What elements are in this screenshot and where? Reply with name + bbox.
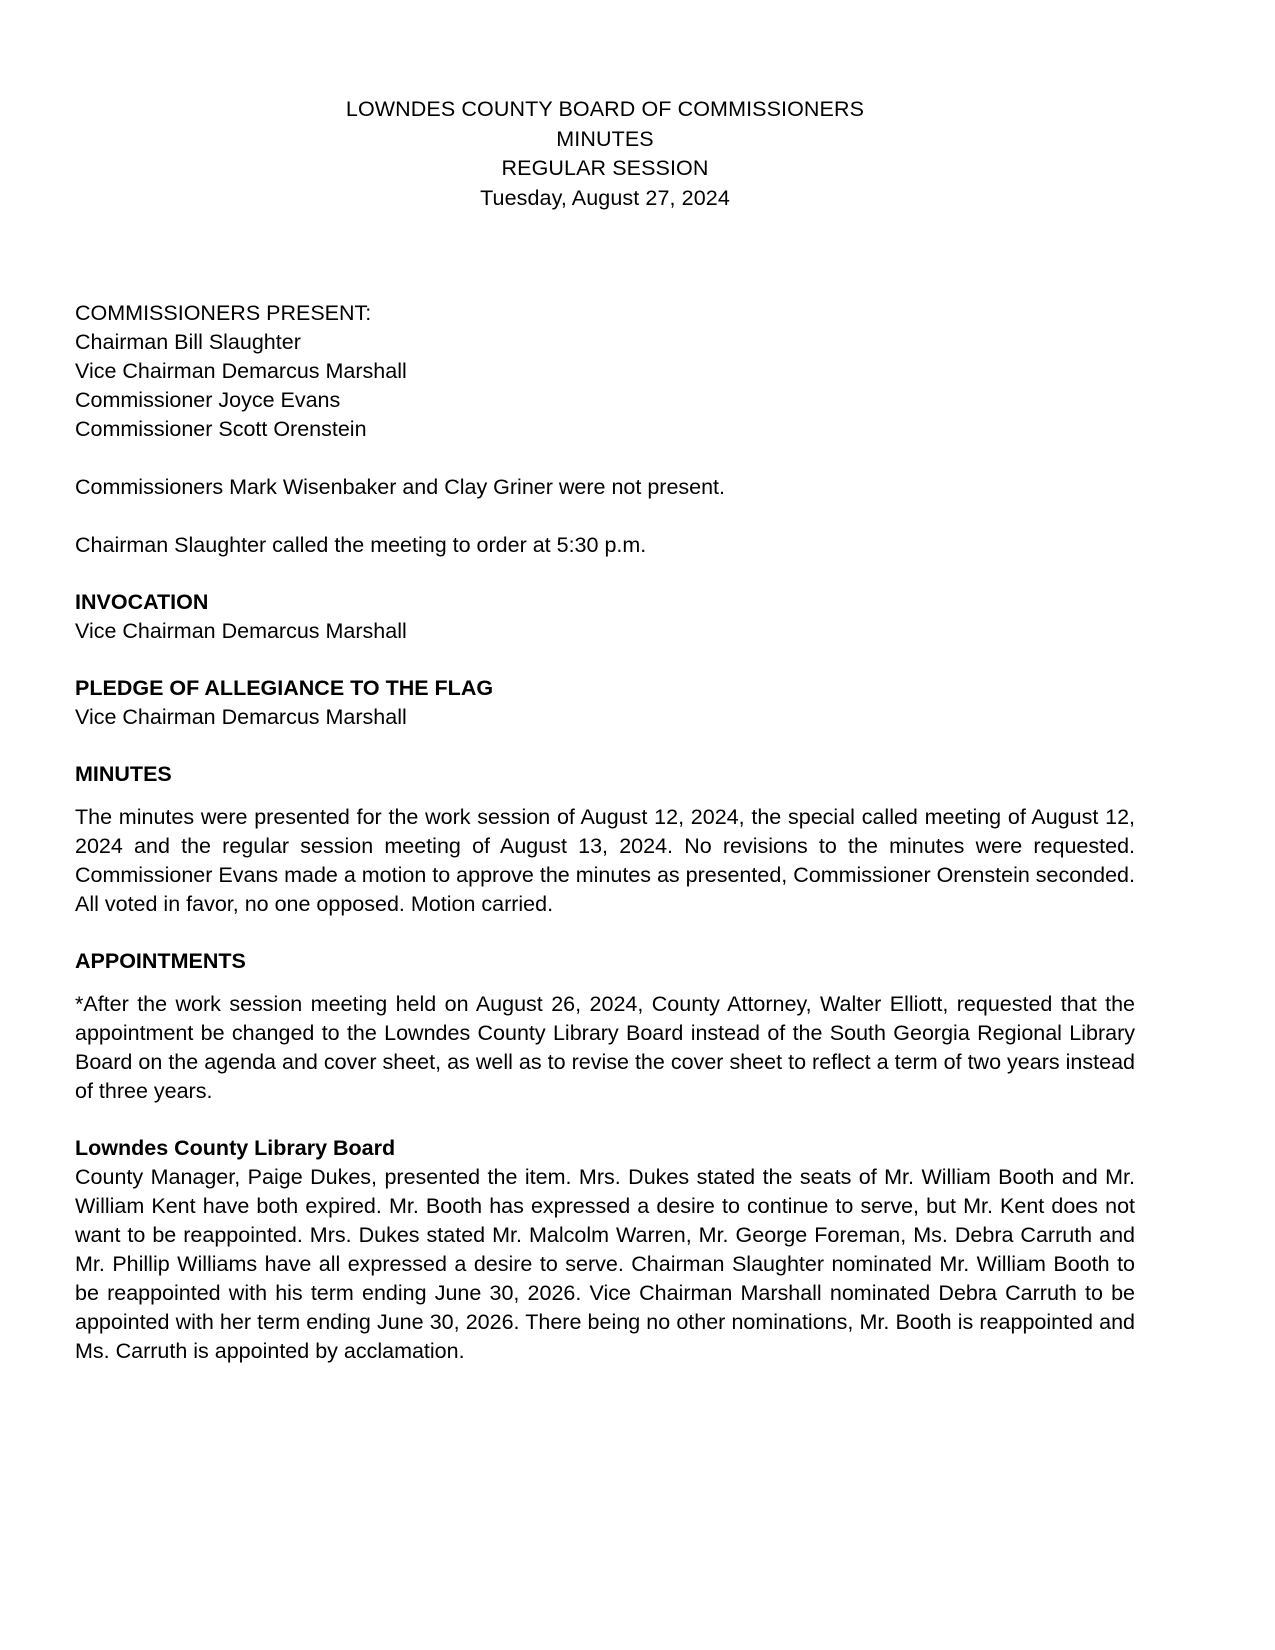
spacer (75, 444, 1135, 473)
pledge-body: Vice Chairman Demarcus Marshall (75, 705, 407, 729)
header-line-title: LOWNDES COUNTY BOARD OF COMMISSIONERS (345, 97, 865, 121)
header-line-minutes: MINUTES (556, 126, 654, 151)
spacer (75, 732, 1135, 760)
absent-note: Commissioners Mark Wisenbaker and Clay Griner were not present. (75, 475, 726, 499)
commissioners-present-label: COMMISSIONERS PRESENT: (75, 301, 372, 325)
header-line-date: Tuesday, August 27, 2024 (480, 185, 730, 210)
commissioner-name: Commissioner Joyce Evans (75, 388, 341, 412)
section-heading-minutes: MINUTES (75, 762, 172, 786)
spacer (75, 976, 1135, 990)
section-heading-appointments: APPOINTMENTS (75, 949, 246, 973)
header-spacer (75, 213, 1135, 299)
commissioner-name: Chairman Bill Slaughter (75, 330, 301, 354)
section-heading-pledge: PLEDGE OF ALLEGIANCE TO THE FLAG (75, 676, 494, 700)
header-line-session: REGULAR SESSION (501, 156, 709, 180)
commissioner-name: Commissioner Scott Orenstein (75, 417, 367, 441)
call-to-order: Chairman Slaughter called the meeting to order at 5:30 p.m. (75, 533, 647, 557)
spacer (75, 560, 1135, 588)
document-header (75, 95, 1135, 213)
appointments-note: *After the work session meeting held on August 26, 2024, County Attorney, Walter Elliott, requested that the appointment be changed to the Lowndes County Library Board instead of the South Georgia Regional Library Board on the agenda and cover sheet, as well as to revise the cover sheet to reflect a term of two years instead of three years. (75, 992, 1135, 1103)
commissioners-present-block (75, 299, 1135, 444)
spacer (75, 502, 1135, 531)
commissioner-name: Vice Chairman Demarcus Marshall (75, 359, 407, 383)
section-heading-invocation: INVOCATION (75, 590, 209, 614)
subsection-heading-library-board: Lowndes County Library Board (75, 1136, 396, 1160)
library-board-paragraph: County Manager, Paige Dukes, presented the item. Mrs. Dukes stated the seats of Mr. William Booth and Mr. William Kent have both expired. Mr. Booth has expressed a desire to continue to serve, but Mr. Kent does not want to be reappointed. Mrs. Dukes stated Mr. Malcolm Warren, Mr. George Foreman, Ms. Debra Carruth and Mr. Phillip Williams have all expressed a desire to serve. Chairman Slaughter nominated Mr. William Booth to be reappointed with his term ending June 30, 2026. Vice Chairman Marshall nominated Debra Carruth to be appointed with her term ending June 30, 2026. There being no other nominations, Mr. Booth is reappointed and Ms. Carruth is appointed by acclamation. (75, 1165, 1135, 1363)
invocation-body: Vice Chairman Demarcus Marshall (75, 619, 407, 643)
minutes-paragraph: The minutes were presented for the work session of August 12, 2024, the special called meeting of August 12, 2024 and the regular session meeting of August 13, 2024. No revisions to the minutes were requested. Commissioner Evans made a motion to approve the minutes as presented, Commissioner Orenstein seconded. All voted in favor, no one opposed. Motion carried. (75, 805, 1135, 916)
spacer (75, 1106, 1135, 1134)
spacer (75, 646, 1135, 674)
spacer (75, 789, 1135, 803)
spacer (75, 919, 1135, 947)
